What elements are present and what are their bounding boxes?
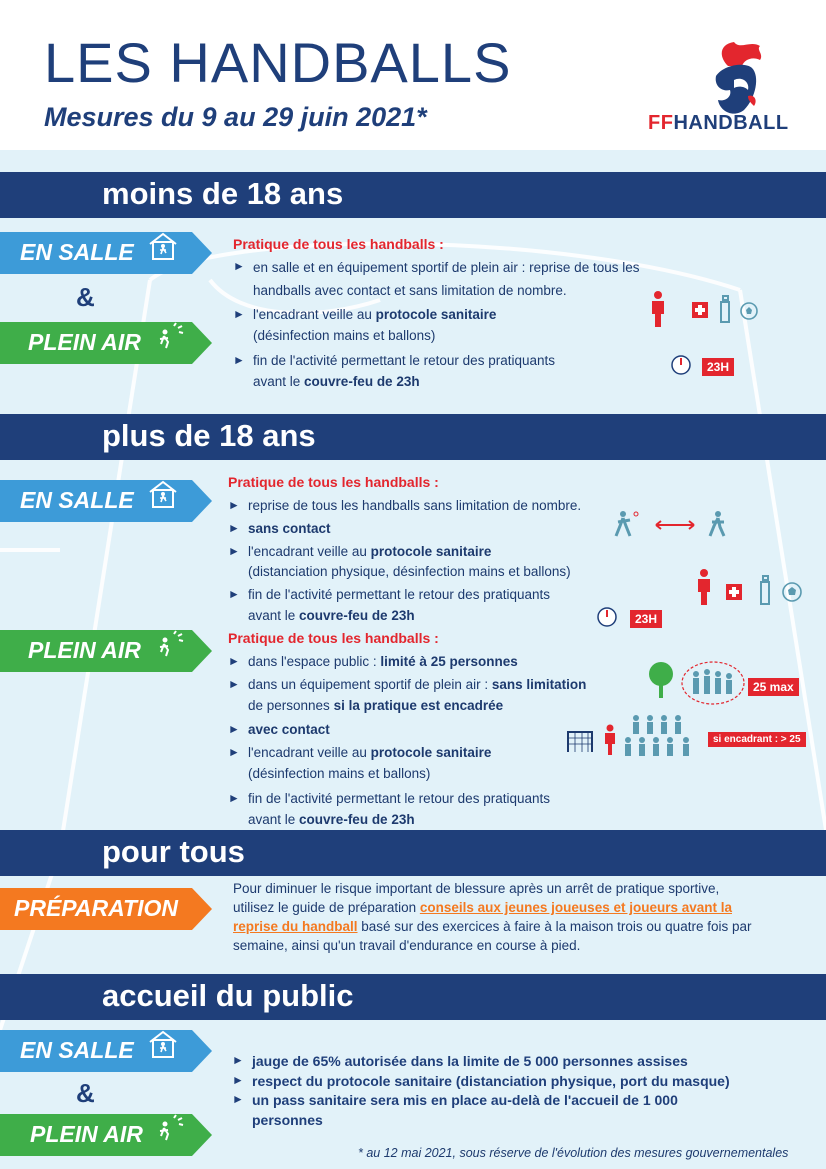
tag-label: EN SALLE	[20, 1037, 134, 1063]
section-band-public	[0, 974, 826, 1020]
player-icon	[704, 510, 728, 538]
minus18-rules	[233, 234, 653, 393]
rule-item: ► sans contact	[228, 519, 608, 540]
rule-bold: protocole sanitaire	[375, 306, 497, 322]
rules-heading: Pratique de tous les handballs :	[228, 630, 439, 646]
section-title-plus18: plus de 18 ans	[102, 418, 316, 453]
rule-item: ► avec contact	[228, 720, 608, 741]
goal-icon	[566, 726, 594, 754]
rule-bold: couvre-feu de 23h	[299, 812, 415, 828]
prep-text-1: Pour diminuer le risque important de blessure après un arrêt de pratique sportive, utilisez le guide de préparation	[233, 881, 720, 915]
rule-text: fin de l'activité permettant le retour des pratiquants avant le	[248, 587, 550, 624]
rule-item: ► respect du protocole sanitaire (distanciation physique, port du masque)	[232, 1072, 772, 1092]
page-title: LES HANDBALLS	[44, 31, 512, 94]
tree-icon	[644, 660, 678, 700]
tag-plein-air-minus18	[0, 322, 212, 364]
rule-item	[228, 789, 558, 831]
tag-en-salle-minus18	[0, 232, 212, 274]
rule-bold: protocole sanitaire	[370, 745, 492, 761]
footnote: * au 12 mai 2021, sous réserve de l'évolution des mesures gouvernementales	[358, 1146, 789, 1160]
rule-bold: protocole sanitaire	[370, 543, 492, 559]
person-red-icon	[602, 724, 618, 756]
plus18-air-rules	[228, 628, 608, 831]
rule-item: ► un pass sanitaire sera mis en place au-delà de l'accueil de 1 000 personnes	[232, 1091, 752, 1130]
double-arrow-icon	[654, 520, 696, 530]
group-icon	[680, 660, 746, 706]
tag-label: PRÉPARATION	[14, 895, 178, 921]
clock-icon	[670, 354, 692, 376]
logo-text	[648, 112, 789, 135]
rule-item: ► jauge de 65% autorisée dans la limite de 5 000 personnes assises	[232, 1052, 772, 1072]
players-passing-icon	[614, 510, 642, 538]
curfew-badge: 23H	[630, 610, 662, 628]
rule-item	[233, 351, 563, 393]
rule-text: l'encadrant veille au	[248, 543, 371, 559]
first-aid-icon	[692, 302, 708, 318]
rule-bold: couvre-feu de 23h	[304, 373, 420, 389]
encadrant-badge: si encadrant : > 25	[708, 732, 806, 747]
person-red-icon	[694, 568, 714, 606]
ampersand: &	[76, 282, 95, 312]
guide-link[interactable]: conseils aux jeunes joueuses et joueurs avant la reprise du handball	[233, 899, 732, 934]
tag-label: EN SALLE	[20, 487, 134, 513]
sanitizer-icon	[756, 574, 774, 606]
clock-icon	[596, 606, 618, 628]
runner-sun-icon	[152, 630, 186, 660]
person-red-icon	[648, 290, 668, 328]
rule-item	[233, 305, 653, 347]
plus18-salle-rules	[228, 472, 608, 627]
rule-text: (distanciation physique, désinfection mains et ballons)	[248, 564, 571, 580]
tag-label: PLEIN AIR	[30, 1121, 143, 1147]
rule-bold: sans limitation	[491, 676, 587, 692]
runner-sun-icon	[152, 322, 186, 352]
ball-icon	[782, 582, 802, 602]
rule-item	[228, 585, 558, 627]
runner-sun-icon	[152, 1114, 186, 1144]
rule-text: (désinfection mains et ballons)	[253, 327, 436, 343]
rule-text: dans un équipement sportif de plein air :	[248, 676, 492, 692]
section-title-all: pour tous	[102, 834, 245, 869]
first-aid-icon	[726, 584, 742, 600]
rule-item: ► reprise de tous les handballs sans limitation de nombre.	[228, 496, 608, 517]
rule-text: l'encadrant veille au	[253, 306, 376, 322]
rule-text: (désinfection mains et ballons)	[248, 766, 431, 782]
rule-bold: si la pratique est encadrée	[333, 697, 504, 713]
sanitizer-icon	[716, 294, 734, 324]
tag-en-salle-public	[0, 1030, 212, 1072]
rule-text: l'encadrant veille au	[248, 745, 371, 761]
group-icon	[622, 712, 696, 768]
logo-handball: HANDBALL	[673, 112, 789, 134]
prep-text-2: basé sur des exercices à faire à la maison trois ou quatre fois par semaine, ainsi qu'un travail d'endurance en course à pied.	[233, 918, 752, 953]
rule-item	[228, 542, 608, 584]
tag-preparation	[0, 888, 212, 930]
rule-item	[228, 743, 608, 785]
header	[0, 0, 826, 150]
page-subtitle: Mesures du 9 au 29 juin 2021*	[44, 102, 427, 132]
max-badge: 25 max	[748, 678, 799, 696]
rule-text: de personnes	[248, 697, 334, 713]
tag-en-salle-plus18	[0, 480, 212, 522]
rule-text: fin de l'activité permettant le retour des pratiquants avant le	[248, 791, 550, 828]
section-band-minus18	[0, 172, 826, 218]
preparation-text	[233, 880, 753, 956]
rule-item: ► en salle et en équipement sportif de plein air : reprise de tous les handballs avec contact et sans limitation de nombre.	[233, 256, 653, 303]
tag-plein-air-public	[0, 1114, 212, 1156]
section-band-all	[0, 830, 826, 876]
rules-heading: Pratique de tous les handballs :	[233, 236, 444, 252]
rule-text: fin de l'activité permettant le retour des pratiquants avant le	[253, 352, 555, 389]
logo-ff: FF	[648, 112, 674, 134]
section-title-minus18: moins de 18 ans	[102, 176, 344, 211]
rule-bold: couvre-feu de 23h	[299, 608, 415, 624]
tag-plein-air-plus18	[0, 630, 212, 672]
curfew-badge: 23H	[702, 358, 734, 376]
door-exit-icon	[148, 480, 178, 508]
rules-heading: Pratique de tous les handballs :	[228, 474, 439, 490]
rule-item	[228, 675, 608, 717]
public-rules	[232, 1052, 772, 1130]
rule-item	[228, 652, 608, 673]
door-exit-icon	[148, 1030, 178, 1058]
door-exit-icon	[148, 232, 178, 260]
tag-label: EN SALLE	[20, 239, 134, 265]
tag-label: PLEIN AIR	[28, 329, 141, 355]
rule-bold: limité à 25 personnes	[380, 653, 518, 669]
section-band-plus18	[0, 414, 826, 460]
ampersand: &	[76, 1078, 95, 1108]
tag-label: PLEIN AIR	[28, 637, 141, 663]
ball-icon	[740, 302, 758, 320]
section-title-public: accueil du public	[102, 978, 354, 1013]
rule-text: dans l'espace public :	[248, 653, 381, 669]
